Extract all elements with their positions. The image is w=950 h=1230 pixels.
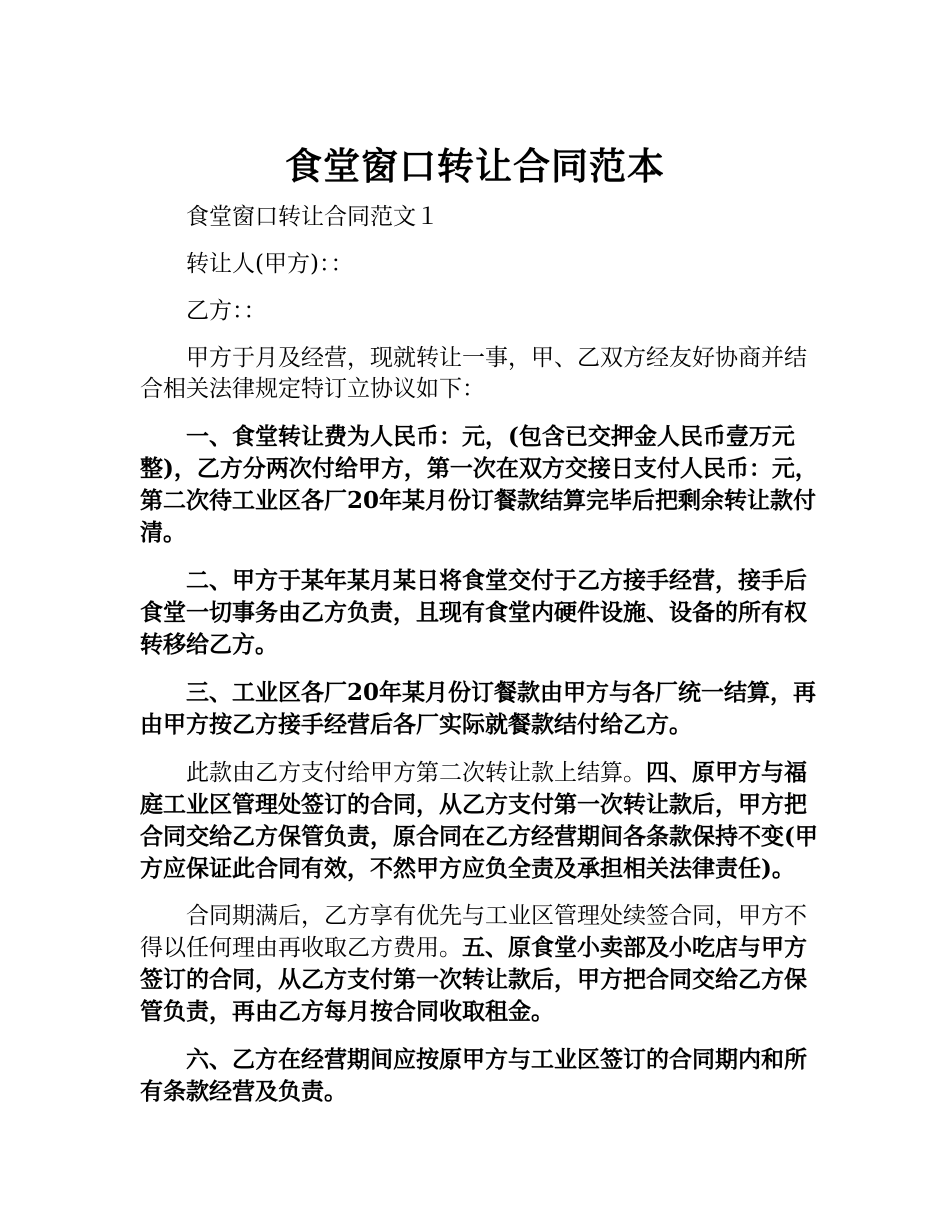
paragraph-text: 此款由乙方支付给甲方第二次转让款上结算。 [186,760,646,786]
clause-2 [140,565,828,661]
paragraph-transferor [140,249,828,280]
clause-5-text: 五、原食堂小卖部及小吃店与甲方签订的合同，从乙方支付第一次转让款后，甲方把合同交给乙方保管负责，再由乙方每月按合同收取租金。 [140,934,807,1025]
paragraph-text: 转让人(甲方)：： [186,251,354,277]
paragraph-text: 合同期满后，乙方享有优先与工业区管理处续签合同，甲方不得以任何理由再收取乙方费用。 [140,903,807,961]
paragraph-subtitle [140,202,828,233]
clause-4-paragraph [140,757,828,885]
clause-6 [140,1044,828,1108]
paragraph-preamble [140,343,828,405]
paragraph-party-b [140,296,828,327]
clause-5-paragraph [140,901,828,1028]
clause-text: 一、食堂转让费为人民币：元，(包含已交押金人民币壹万元整)，乙方分两次付给甲方，第一次在双方交接日支付人民币：元，第二次待工业区各厂20年某月份订餐款结算完毕后把剩余转让款付清。 [140,423,818,546]
document-title: 食堂窗口转让合同范本 [285,144,665,188]
document-body [140,202,828,1124]
clause-1 [140,421,828,549]
paragraph-text: 甲方于月及经营，现就转让一事，甲、乙双方经友好协商并结合相关法律规定特订立协议如下： [140,345,807,402]
clause-text: 二、甲方于某年某月某日将食堂交付于乙方接手经营，接手后食堂一切事务由乙方负责，且现有食堂内硬件设施、设备的所有权转移给乙方。 [140,567,807,658]
clause-4-text: 四、原甲方与福庭工业区管理处签订的合同，从乙方支付第一次转让款后，甲方把合同交给乙方保管负责，原合同在乙方经营期间各条款保持不变(甲方应保证此合同有效，不然甲方应负全责及承担相关法律责任)。 [140,759,818,882]
paragraph-text: 食堂窗口转让合同范文１ [186,204,439,230]
paragraph-text: 乙方：： [186,298,267,324]
clause-text: 三、工业区各厂20年某月份订餐款由甲方与各厂统一结算，再由甲方按乙方接手经营后各厂实际就餐款结付给乙方。 [140,679,817,738]
clause-3 [140,677,828,741]
clause-text: 六、乙方在经营期间应按原甲方与工业区签订的合同期内和所有条款经营及负责。 [140,1046,807,1105]
